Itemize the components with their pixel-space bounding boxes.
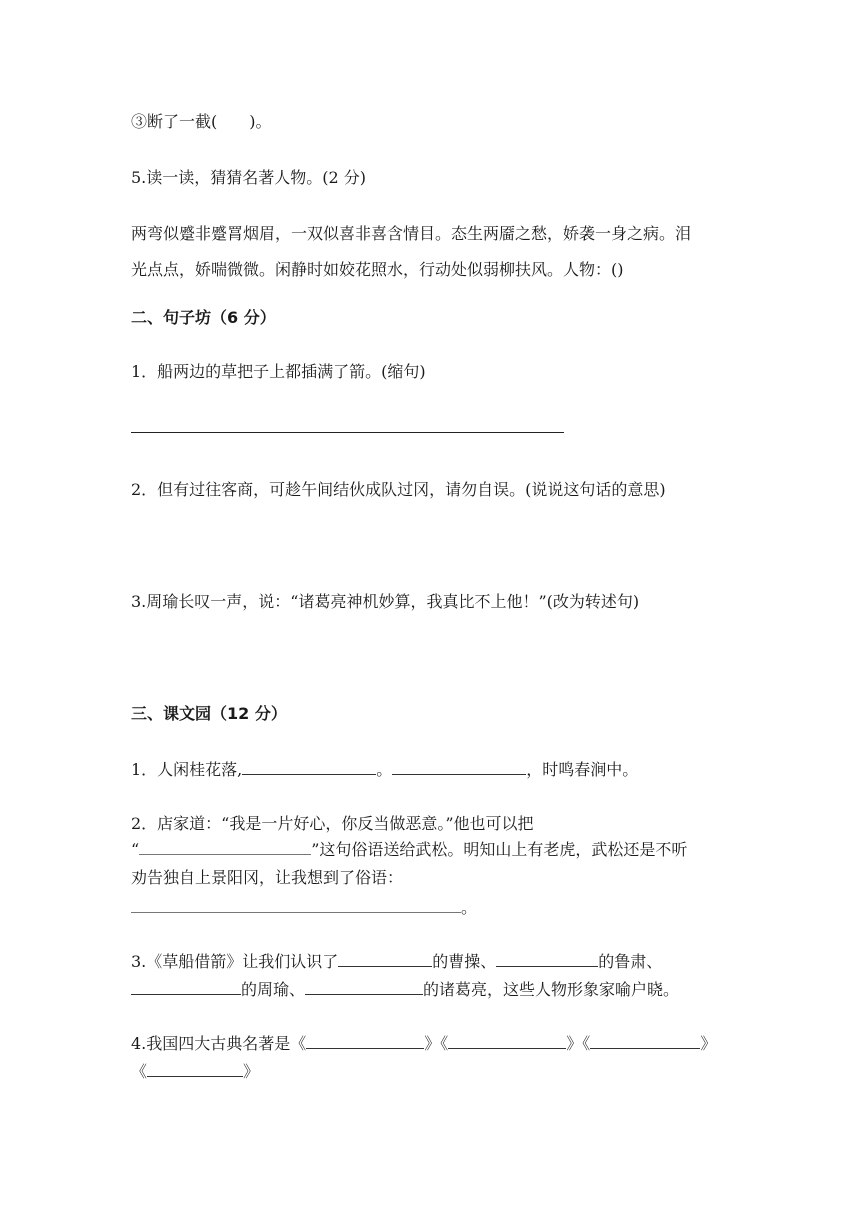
q1-part-a: 1．人闲桂花落, — [131, 760, 243, 779]
q2-end: 。 — [461, 898, 478, 917]
q1-part-c: ，时鸣春涧中。 — [526, 760, 639, 779]
section-3-question-4-line-1 — [131, 1032, 716, 1056]
q1-part-b: 。 — [376, 760, 393, 779]
section-2-question-3: 3.周瑜长叹一声，说：“诸葛亮神机妙算，我真比不上他！”(改为转述句) — [131, 592, 640, 611]
q4-part-e: 《 — [131, 1062, 148, 1081]
fill-blank[interactable] — [496, 950, 598, 967]
fill-blank[interactable] — [338, 950, 432, 967]
fill-blank[interactable] — [242, 758, 376, 775]
section-3-heading: 三、课文园（12 分） — [131, 704, 287, 723]
fill-blank[interactable] — [305, 978, 423, 995]
fill-blank[interactable] — [448, 1032, 566, 1049]
q2-quote-open: “ — [131, 840, 140, 859]
q3-part-a: 3.《草船借箭》让我们认识了 — [131, 952, 339, 971]
section-3-question-2-line-2 — [131, 838, 687, 862]
section-2-question-2: 2．但有过往客商，可趁午间结伙成队过冈，请勿自误。(说说这句话的意思) — [131, 480, 666, 499]
q4-part-b: 》《 — [424, 1034, 449, 1053]
q3-part-c: 的鲁肃、 — [598, 952, 663, 971]
section-2-heading: 二、句子坊（6 分） — [131, 308, 276, 327]
question-4-item-3: ③断了一截( )。 — [131, 112, 272, 131]
q4-part-f: 》 — [243, 1062, 260, 1081]
fill-blank[interactable] — [147, 1060, 243, 1077]
answer-line[interactable] — [131, 432, 564, 433]
section-3-question-3-line-2 — [131, 978, 679, 1002]
fill-blank[interactable] — [306, 1032, 424, 1049]
section-2-question-1: 1．船两边的草把子上都插满了箭。(缩句) — [131, 362, 426, 381]
fill-blank[interactable] — [131, 978, 241, 995]
q3-part-d: 的周瑜、 — [241, 980, 306, 999]
section-3-question-4-line-2 — [131, 1060, 259, 1084]
section-3-question-3-line-1 — [131, 950, 662, 974]
question-5-title: 5.读一读，猜猜名著人物。(2 分) — [131, 168, 367, 187]
section-3-question-2-line-4 — [131, 896, 477, 920]
fill-blank[interactable] — [139, 838, 311, 855]
q4-part-a: 4.我国四大古典名著是《 — [131, 1034, 307, 1053]
section-3-question-2-line-3: 劝告独自上景阳冈，让我想到了俗语： — [131, 868, 404, 887]
section-3-question-2-line-1: 2．店家道：“我是一片好心，你反当做恶意。”他也可以把 — [131, 814, 534, 833]
q4-part-d: 》 — [700, 1034, 717, 1053]
question-5-text-line-1: 两弯似蹙非蹙罥烟眉，一双似喜非喜含情目。态生两靥之愁，娇袭一身之病。泪 — [131, 224, 692, 243]
question-5-text-line-2: 光点点，娇喘微微。闲静时如姣花照水，行动处似弱柳扶风。人物：() — [131, 260, 624, 279]
q4-part-c: 》《 — [566, 1034, 591, 1053]
fill-blank[interactable] — [392, 758, 526, 775]
q2-line-2-rest: ”这句俗语送给武松。明知山上有老虎，武松还是不听 — [311, 840, 688, 859]
fill-blank[interactable] — [590, 1032, 700, 1049]
section-3-question-1 — [131, 758, 638, 782]
q3-part-b: 的曹操、 — [432, 952, 497, 971]
fill-blank[interactable] — [131, 896, 461, 913]
q3-part-e: 的诸葛亮，这些人物形象家喻户晓。 — [423, 980, 680, 999]
